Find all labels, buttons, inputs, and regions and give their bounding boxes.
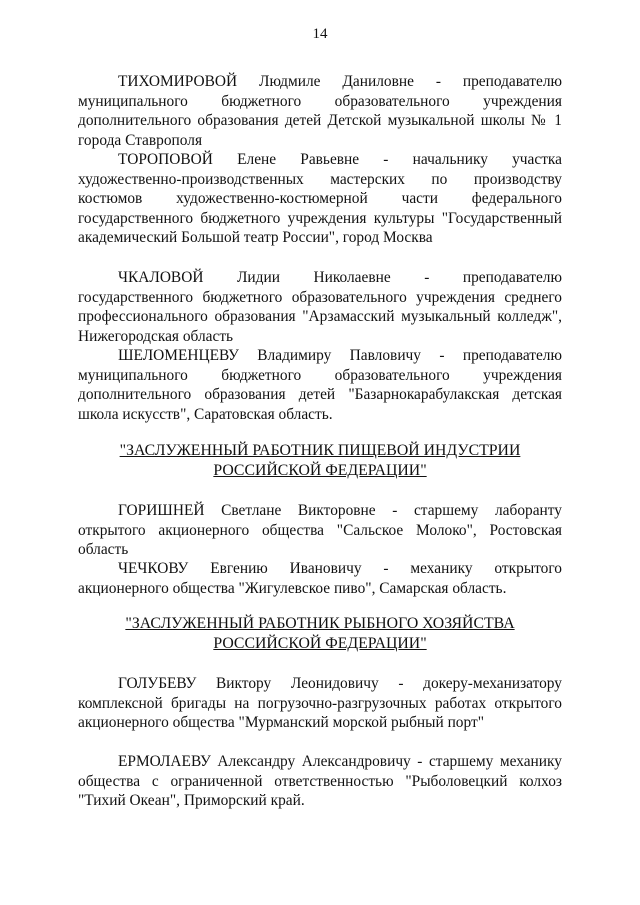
section-heading-food-industry	[78, 441, 562, 481]
heading-line: РОССИЙСКОЙ ФЕДЕРАЦИИ"	[213, 462, 427, 479]
award-entry	[78, 501, 562, 560]
recipient-details: Елене Равьевне - начальнику участка художественно-производственных мастерских по производству костюмов художественно-костюмерной части федерального государственного бюджетного учреждения культуры "Государственный академический Большой театр России", город Москва	[78, 151, 562, 247]
section-heading-fishery	[78, 614, 562, 654]
award-entry	[78, 674, 562, 733]
recipient-surname: ТОРОПОВОЙ	[118, 151, 213, 168]
heading-line: "ЗАСЛУЖЕННЫЙ РАБОТНИК РЫБНОГО ХОЗЯЙСТВА	[125, 615, 515, 632]
recipient-surname: ГОРИШНЕЙ	[118, 502, 205, 519]
recipient-details: Евгению Ивановичу - механику открытого акционерного общества "Жигулевское пиво", Самарская область.	[78, 560, 562, 597]
page-number: 14	[312, 26, 328, 42]
recipient-surname: ШЕЛОМЕНЦЕВУ	[118, 347, 239, 364]
recipient-details: Людмиле Даниловне - преподавателю муниципального бюджетного образовательного учреждения дополнительного образования детей Детской музыкальной школы № 1 города Ставрополя	[78, 73, 562, 149]
recipient-surname: ЧКАЛОВОЙ	[118, 269, 204, 286]
recipient-details: Виктору Леонидовичу - докеру-механизатору комплексной бригады на погрузочно-разгрузочных работах открытого акционерного общества "Мурманский морской рыбный порт"	[78, 675, 562, 732]
recipient-surname: ТИХОМИРОВОЙ	[118, 73, 238, 90]
award-entry	[78, 150, 562, 248]
recipient-surname: ЧЕЧКОВУ	[118, 560, 189, 577]
recipient-details: Александру Александровичу - старшему механику общества с ограниченной ответственностью "Рыболовецкий колхоз "Тихий Океан", Приморский край.	[78, 753, 562, 810]
recipient-details: Светлане Викторовне - старшему лаборанту открытого акционерного общества "Сальское Молоко", Ростовская область	[78, 502, 562, 559]
award-entry	[78, 752, 562, 811]
award-entry	[78, 72, 562, 150]
award-entry	[78, 559, 562, 598]
award-entry	[78, 268, 562, 346]
recipient-details: Лидии Николаевне - преподавателю государственного бюджетного образовательного учреждения среднего профессионального образования "Арзамасский музыкальный колледж", Нижегородская область	[78, 269, 562, 345]
recipient-surname: ЕРМОЛАЕВУ	[118, 753, 211, 770]
recipient-details: Владимиру Павловичу - преподавателю муниципального бюджетного образовательного учреждения дополнительного образования детей "Базарнокарабулакская детская школа искусств", Саратовская область.	[78, 347, 562, 423]
heading-line: РОССИЙСКОЙ ФЕДЕРАЦИИ"	[213, 635, 427, 652]
award-entry	[78, 346, 562, 424]
heading-line: "ЗАСЛУЖЕННЫЙ РАБОТНИК ПИЩЕВОЙ ИНДУСТРИИ	[119, 442, 521, 459]
recipient-surname: ГОЛУБЕВУ	[118, 675, 197, 692]
